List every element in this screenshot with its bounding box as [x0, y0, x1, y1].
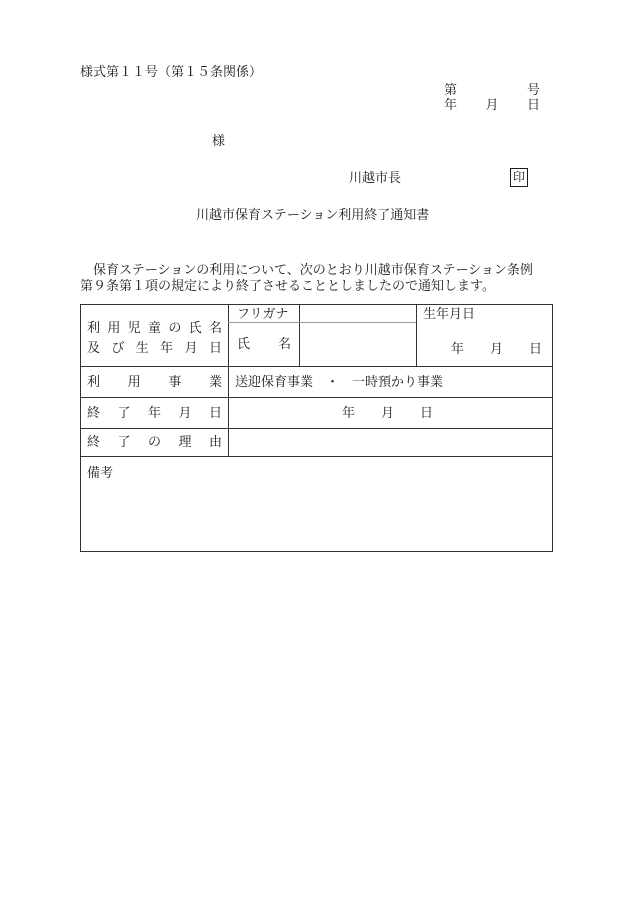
form-number: 様式第１１号（第１５条関係）: [80, 65, 263, 80]
furigana-input[interactable]: [300, 306, 415, 322]
birthdate-field[interactable]: [451, 343, 542, 356]
label-char: 由: [208, 435, 222, 450]
label-char: 生: [135, 341, 149, 356]
row-divider: [81, 456, 552, 457]
label-char: 日: [208, 406, 222, 421]
notice-body-line-2: 第９条第１項の規定により終了させることとしましたので通知します。: [80, 279, 495, 294]
furigana-label: フリガナ: [237, 307, 289, 322]
document-title: 川越市保育ステーション利用終了通知書: [196, 208, 430, 223]
issue-date-month: 月: [485, 98, 499, 113]
birthdate-day: 日: [528, 342, 542, 357]
document-number-suffix: 号: [527, 83, 541, 98]
birthdate-label: 生年月日: [423, 307, 476, 322]
label-char: 童: [147, 321, 161, 336]
label-char: 年: [160, 341, 174, 356]
issue-date-year: 年: [444, 98, 458, 113]
service-options[interactable]: 送迎保育事業 ・ 一時預かり事業: [235, 375, 444, 390]
label-char: の: [168, 321, 182, 336]
document-number-prefix: 第: [444, 83, 458, 98]
label-char: 年: [147, 406, 161, 421]
child-label-line-1: [87, 322, 222, 335]
reason-input[interactable]: [229, 429, 551, 455]
child-name-input[interactable]: [300, 324, 415, 365]
label-char: 用: [107, 321, 121, 336]
label-char: 月: [178, 406, 192, 421]
notice-body: [80, 263, 560, 295]
label-char: 氏: [188, 321, 202, 336]
furigana-divider: [228, 322, 416, 323]
end-date-field[interactable]: [342, 407, 433, 420]
label-char: 及: [87, 341, 101, 356]
label-char: 名: [277, 337, 291, 352]
child-label-line-2: [87, 342, 222, 355]
seal-mark: 印: [510, 168, 528, 187]
label-char: の: [147, 435, 161, 450]
label-char: 日: [208, 341, 222, 356]
notice-body-line-1: 保育ステーションの利用について、次のとおり川越市保育ステーション条例: [93, 263, 533, 278]
label-char: 氏: [237, 337, 251, 352]
row-divider: [81, 397, 552, 398]
remarks-label: 備考: [87, 466, 114, 481]
label-char: 事: [168, 375, 182, 390]
remarks-input[interactable]: [82, 483, 551, 549]
birthdate-month: 月: [489, 342, 503, 357]
label-char: 利: [87, 375, 101, 390]
end-date-year: 年: [342, 406, 356, 421]
label-char: 月: [184, 341, 198, 356]
column-divider: [416, 305, 417, 366]
reason-label: [87, 436, 222, 449]
label-char: 用: [127, 375, 141, 390]
label-char: 名: [208, 321, 222, 336]
label-char: 終: [87, 435, 101, 450]
label-char: 了: [117, 435, 131, 450]
label-char: 児: [127, 321, 141, 336]
label-char: 了: [117, 406, 131, 421]
addressee-honorific: 様: [212, 134, 226, 149]
notification-table: [80, 304, 553, 552]
end-date-day: 日: [419, 406, 433, 421]
issuer-name: 川越市長: [349, 171, 402, 186]
end-date-label: [87, 407, 222, 420]
service-label: [87, 376, 222, 389]
issue-date: [444, 99, 540, 112]
issue-date-day: 日: [526, 98, 540, 113]
label-char: び: [111, 341, 125, 356]
row-divider: [81, 366, 552, 367]
end-date-month: 月: [380, 406, 394, 421]
name-label: [237, 338, 291, 351]
label-char: 業: [208, 375, 222, 390]
label-char: 理: [178, 435, 192, 450]
birthdate-year: 年: [451, 342, 465, 357]
label-char: 利: [87, 321, 101, 336]
label-char: 終: [87, 406, 101, 421]
